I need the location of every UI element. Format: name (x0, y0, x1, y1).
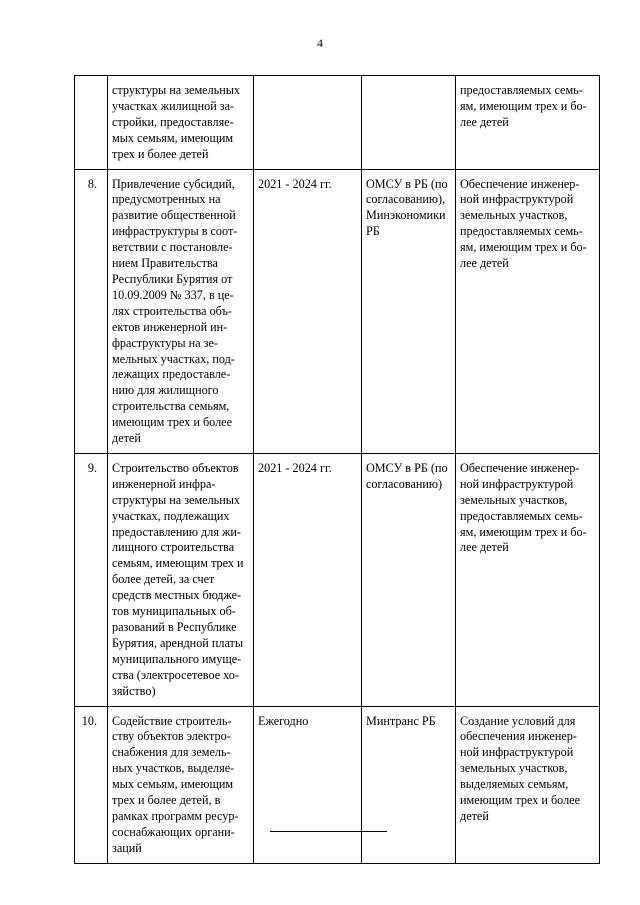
activity-line: инженерной инфра- (112, 476, 216, 491)
activity-line: мельных участках, под- (112, 351, 235, 366)
activity-line: инфраструктуры в соот- (112, 224, 238, 239)
activity-line: структуры на земельных (112, 83, 241, 97)
executor-cell (362, 169, 456, 453)
result-line: Обеспечение инженер- (460, 460, 580, 475)
period-cell (254, 169, 362, 453)
executor-line: согласованию) (366, 476, 443, 491)
result-line: ной инфраструктурой (460, 476, 574, 491)
measures-table-body (75, 76, 600, 864)
activity-line: участках жилищной за- (112, 98, 235, 113)
result-line: предоставляемых семь- (460, 224, 583, 239)
executor-cell (362, 706, 456, 863)
result-line: ям, имеющим трех и бо- (460, 524, 587, 539)
activity-cell (108, 169, 254, 453)
activity-line: Строительство объектов (112, 460, 239, 475)
activity-line: рамках программ ресур- (112, 808, 239, 823)
period-cell (254, 76, 362, 170)
activity-line: лях строительства объ- (112, 303, 232, 318)
activity-cell (108, 706, 254, 863)
activity-line: участках, подлежащих (112, 508, 230, 523)
activity-line: 10.09.2009 № 337, в це- (112, 287, 234, 302)
result-line: предоставляемых семь- (460, 508, 583, 523)
activity-line: предусмотренных на (112, 192, 221, 207)
row-number-cell (75, 76, 108, 170)
period-line: 2021 - 2024 гг. (258, 460, 332, 475)
table-row (75, 453, 600, 706)
activity-line: предоставлению для жи- (112, 524, 241, 539)
row-number: 8. (87, 176, 97, 191)
result-line: Создание условий для (460, 713, 576, 728)
result-line: лее детей (460, 540, 509, 555)
activity-line: более детей, за счет (112, 572, 215, 587)
activity-line: муниципального имуще- (112, 651, 242, 666)
activity-line: нием Правительства (112, 256, 218, 271)
table-row (75, 169, 600, 453)
row-number-cell (75, 169, 108, 453)
activity-line: трех и более детей (112, 146, 209, 161)
activity-line: снабжения для земель- (112, 745, 231, 760)
result-line: земельных участков, (460, 761, 568, 776)
activity-line: заций (112, 840, 142, 855)
executor-line: согласованию), (366, 192, 446, 207)
result-cell (456, 169, 600, 453)
executor-line: ОМСУ в РБ (по (366, 460, 448, 475)
result-line: ной инфраструктурой (460, 192, 574, 207)
activity-line: трех и более детей, в (112, 793, 221, 808)
activity-line: семьям, имеющим трех и (112, 556, 244, 571)
table-row (75, 76, 600, 170)
table-row (75, 706, 600, 863)
period-cell (254, 706, 362, 863)
activity-line: ства (электросетевое хо- (112, 667, 239, 682)
activity-line: ных участков, выделяе- (112, 761, 235, 776)
executor-line: Минэкономики (366, 208, 446, 223)
activity-line: структуры на земельных (112, 492, 241, 507)
result-line: Обеспечение инженер- (460, 176, 580, 191)
activity-line: Привлечение субсидий, (112, 176, 235, 191)
result-line: имеющим трех и более (460, 793, 580, 808)
result-line: земельных участков, (460, 492, 568, 507)
result-line: ной инфраструктурой (460, 745, 574, 760)
period-line: Ежегодно (258, 713, 309, 728)
result-line: земельных участков, (460, 208, 568, 223)
executor-line: ОМСУ в РБ (по (366, 176, 448, 191)
executor-cell (362, 76, 456, 170)
activity-line: Содействие строитель- (112, 713, 232, 728)
activity-line: Бурятия, арендной платы (112, 635, 244, 650)
activity-cell (108, 76, 254, 170)
activity-line: фраструктуры на зе- (112, 335, 218, 350)
page-number: 4 (317, 36, 323, 50)
result-line: предоставляемых семь- (460, 83, 583, 97)
period-line: 2021 - 2024 гг. (258, 176, 332, 191)
result-cell (456, 453, 600, 706)
result-cell (456, 76, 600, 170)
result-line: ям, имеющим трех и бо- (460, 240, 587, 255)
activity-line: тов муниципальных об- (112, 604, 236, 619)
activity-line: ству объектов электро- (112, 729, 231, 744)
row-number-cell (75, 453, 108, 706)
result-line: обеспечения инженер- (460, 729, 577, 744)
result-line: детей (460, 808, 489, 823)
activity-line: развитие общественной (112, 208, 236, 223)
row-number-cell (75, 706, 108, 863)
result-line: выделяемых семьям, (460, 777, 569, 792)
activity-line: нию для жилищного (112, 383, 219, 398)
result-line: ям, имеющим трех и бо- (460, 98, 587, 113)
period-cell (254, 453, 362, 706)
activity-cell (108, 453, 254, 706)
activity-line: средств местных бюдже- (112, 588, 242, 603)
activity-line: строительства семьям, (112, 399, 230, 414)
activity-line: мых семьям, имеющим (112, 777, 234, 792)
activity-line: мых семьям, имеющим (112, 130, 234, 145)
executor-line: РБ (366, 224, 380, 239)
activity-line: ветствии с постановле- (112, 240, 233, 255)
activity-line: соснабжающих органи- (112, 824, 235, 839)
footer-divider (270, 831, 387, 832)
activity-line: детей (112, 431, 141, 446)
activity-line: имеющим трех и более (112, 415, 232, 430)
activity-line: лищного строительства (112, 540, 235, 555)
executor-cell (362, 453, 456, 706)
activity-line: стройки, предоставляе- (112, 114, 234, 129)
activity-line: разований в Республике (112, 620, 237, 634)
executor-line: Минтранс РБ (366, 713, 436, 728)
result-line: лее детей (460, 256, 509, 271)
activity-line: лежащих предоставле- (112, 367, 231, 382)
row-number: 9. (87, 460, 97, 475)
activity-line: Республики Бурятия от (112, 271, 233, 286)
result-line: лее детей (460, 114, 509, 129)
activity-line: ектов инженерной ин- (112, 319, 228, 334)
result-cell (456, 706, 600, 863)
row-number: 10. (81, 713, 97, 728)
measures-table (74, 75, 600, 864)
activity-line: зяйство) (112, 683, 156, 698)
